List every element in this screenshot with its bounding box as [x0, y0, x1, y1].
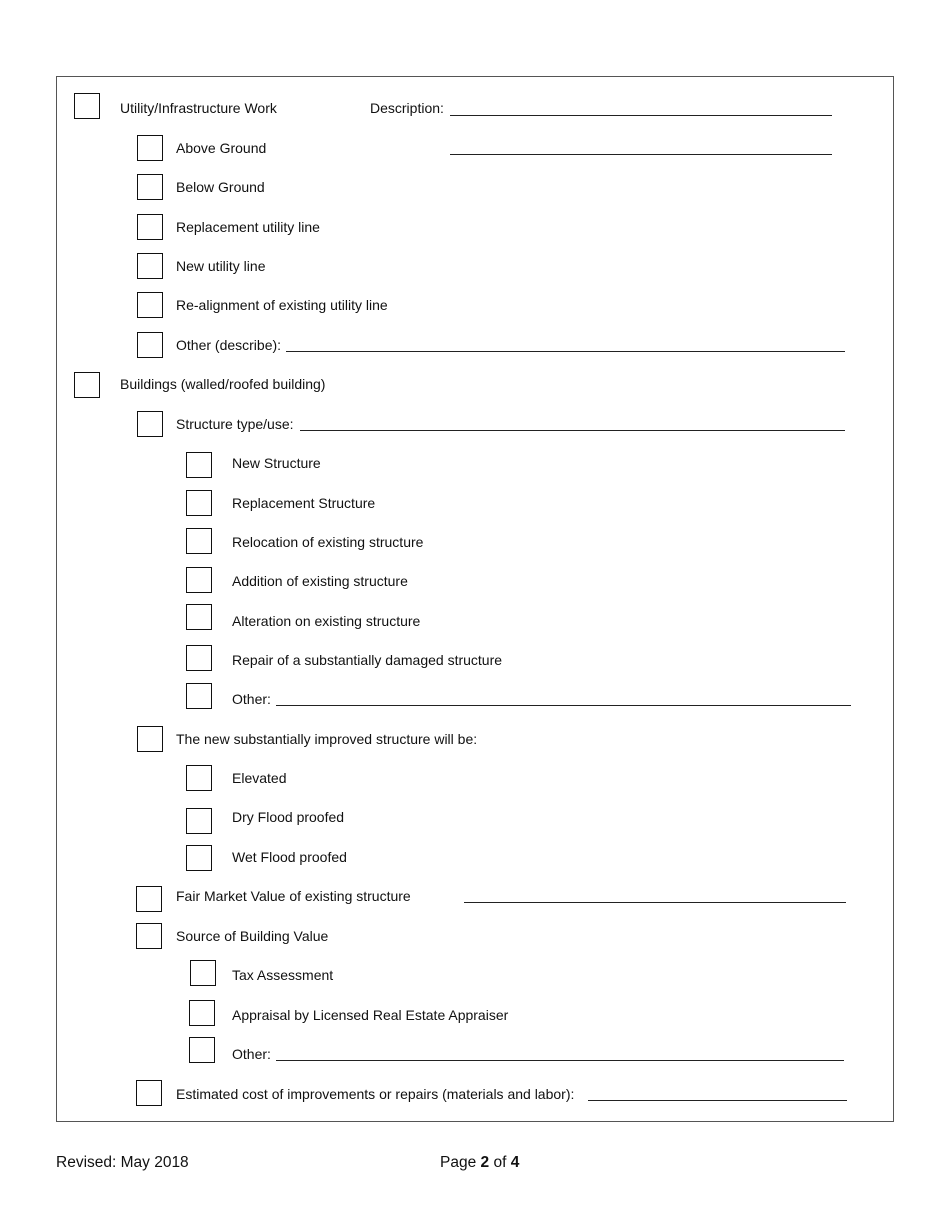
replacement-utility-line-label: Replacement utility line [176, 219, 320, 235]
new-utility-line-label: New utility line [176, 258, 266, 274]
structure-other-label: Other: [232, 691, 271, 707]
fair-market-value-label: Fair Market Value of existing structure [176, 888, 411, 904]
new-structure-label: New Structure [232, 455, 321, 471]
estimated-cost-label: Estimated cost of improvements or repairs (materials and labor): [176, 1086, 575, 1102]
addition-structure-label: Addition of existing structure [232, 573, 408, 589]
structure-type-label: Structure type/use: [176, 416, 294, 432]
structure-other-line[interactable] [276, 705, 851, 706]
wet-flood-proofed-checkbox[interactable] [186, 845, 212, 871]
elevated-label: Elevated [232, 770, 287, 786]
page-word: Page [440, 1154, 477, 1171]
estimated-cost-line[interactable] [588, 1100, 847, 1101]
repair-damaged-structure-checkbox[interactable] [186, 645, 212, 671]
repair-damaged-structure-label: Repair of a substantially damaged structure [232, 652, 503, 668]
replacement-structure-label: Replacement Structure [232, 495, 376, 511]
page-current: 2 [480, 1154, 490, 1171]
revised-date: Revised: May 2018 [56, 1154, 189, 1171]
source-other-label: Other: [232, 1046, 271, 1062]
tax-assessment-checkbox[interactable] [190, 960, 216, 986]
relocation-structure-checkbox[interactable] [186, 528, 212, 554]
structure-type-line[interactable] [300, 430, 845, 431]
utility-infrastructure-label: Utility/Infrastructure Work [120, 100, 277, 116]
utility-other-line[interactable] [286, 351, 845, 352]
new-structure-checkbox[interactable] [186, 452, 212, 478]
appraisal-checkbox[interactable] [189, 1000, 215, 1026]
description-line-2[interactable] [450, 154, 832, 155]
structure-other-checkbox[interactable] [186, 683, 212, 709]
relocation-structure-label: Relocation of existing structure [232, 534, 424, 550]
realignment-utility-line-label: Re-alignment of existing utility line [176, 297, 388, 313]
buildings-checkbox[interactable] [74, 372, 100, 398]
above-ground-checkbox[interactable] [137, 135, 163, 161]
source-other-checkbox[interactable] [189, 1037, 215, 1063]
description-line-1[interactable] [450, 115, 832, 116]
below-ground-label: Below Ground [176, 179, 265, 195]
dry-flood-proofed-checkbox[interactable] [186, 808, 212, 834]
new-utility-line-checkbox[interactable] [137, 253, 163, 279]
alteration-structure-label: Alteration on existing structure [232, 613, 421, 629]
alteration-structure-checkbox[interactable] [186, 604, 212, 630]
improved-structure-label: The new substantially improved structure will be: [176, 731, 478, 747]
source-other-line[interactable] [276, 1060, 844, 1061]
dry-flood-proofed-label: Dry Flood proofed [232, 809, 345, 825]
fair-market-value-checkbox[interactable] [136, 886, 162, 912]
appraisal-label: Appraisal by Licensed Real Estate Appraiser [232, 1007, 509, 1023]
replacement-utility-line-checkbox[interactable] [137, 214, 163, 240]
form-section-frame [56, 76, 894, 1122]
estimated-cost-checkbox[interactable] [136, 1080, 162, 1106]
replacement-structure-checkbox[interactable] [186, 490, 212, 516]
structure-type-checkbox[interactable] [137, 411, 163, 437]
wet-flood-proofed-label: Wet Flood proofed [232, 849, 347, 865]
realignment-utility-line-checkbox[interactable] [137, 292, 163, 318]
source-building-value-label: Source of Building Value [176, 928, 329, 944]
improved-structure-checkbox[interactable] [137, 726, 163, 752]
tax-assessment-label: Tax Assessment [232, 967, 334, 983]
page-number [440, 1154, 519, 1172]
description-label: Description: [370, 100, 444, 116]
fair-market-value-line[interactable] [464, 902, 846, 903]
below-ground-checkbox[interactable] [137, 174, 163, 200]
utility-infrastructure-checkbox[interactable] [74, 93, 100, 119]
source-building-value-checkbox[interactable] [136, 923, 162, 949]
utility-other-checkbox[interactable] [137, 332, 163, 358]
utility-other-label: Other (describe): [176, 337, 282, 353]
buildings-label: Buildings (walled/roofed building) [120, 376, 326, 392]
page-total: 4 [510, 1154, 520, 1171]
elevated-checkbox[interactable] [186, 765, 212, 791]
of-word: of [493, 1154, 507, 1171]
addition-structure-checkbox[interactable] [186, 567, 212, 593]
above-ground-label: Above Ground [176, 140, 267, 156]
